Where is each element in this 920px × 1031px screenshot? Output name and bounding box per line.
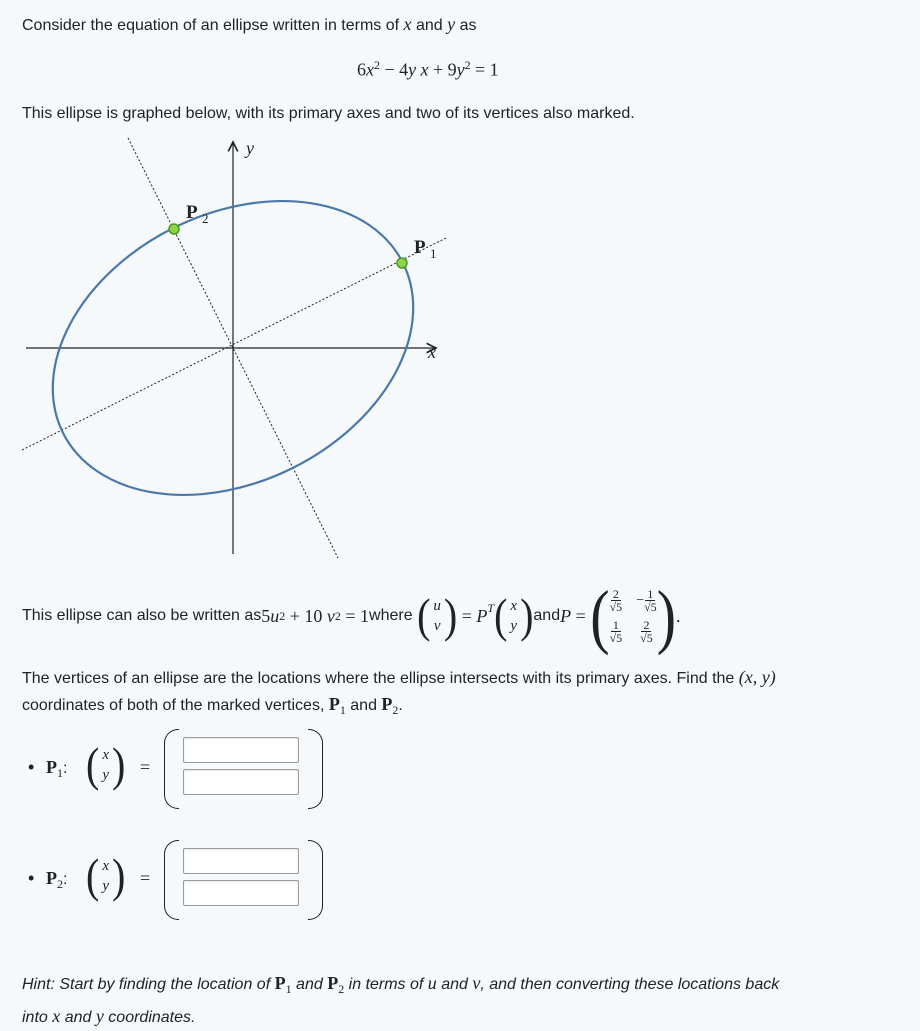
p1-right-bracket: [308, 729, 323, 809]
p1-label-sub: 1: [430, 246, 437, 261]
question-line-2: coordinates of both of the marked vertices, $P_1$ and $P_2$.: [22, 694, 403, 718]
y-axis-label: y: [246, 138, 254, 158]
p1-y-input[interactable]: [183, 769, 299, 795]
major-principal-axis: [22, 238, 446, 450]
p2-label-sub: 2: [202, 211, 209, 226]
alt-form-line: This ellipse can also be written as 5 u 2 + 10 v 2 = 1 where ( u v ) = P $^T$ ( x y ) and P = ( $\frac{2}{√5}$ − $\frac{1}{√5}$ $\frac{1}{√5}$ $\frac{2}{√5}$ ) .: [22, 574, 681, 656]
p2-x-input[interactable]: [183, 848, 299, 874]
question-line-1: The vertices of an ellipse are the locations where the ellipse intersects with its primary axes. Find the (x, y): [22, 667, 776, 687]
ellipse-graph: [0, 130, 460, 570]
vertex-p2-marker: [169, 224, 179, 234]
x-axis-label: x: [428, 342, 436, 362]
p2-y-input[interactable]: [183, 880, 299, 906]
p1-label: P: [414, 237, 426, 258]
p2-left-bracket: [164, 840, 179, 920]
ellipse-equation: $6x^2 - 4y$ $x + 9y^2 = 1$: [357, 58, 499, 80]
p-matrix: ( $\frac{2}{√5}$ − $\frac{1}{√5}$ $\frac{1}{√5}$ $\frac{2}{√5}$ ): [590, 574, 677, 656]
answer-p1: • $P_1$: ( x y ) =: [28, 727, 328, 811]
p2-right-bracket: [308, 840, 323, 920]
graph-caption: This ellipse is graphed below, with its primary axes and two of its vertices also marked.: [22, 105, 635, 122]
p1-xy-vector: ( x y ): [86, 737, 126, 792]
intro-text: Consider the equation of an ellipse written in terms of x and y as: [22, 14, 477, 34]
p2-xy-vector: ( x y ): [86, 848, 126, 903]
p1-left-bracket: [164, 729, 179, 809]
hint-text: Hint: Start by finding the location of $P_1$ and $P_2$ in terms of u and v, and then converting these locations back into x and y coordinates.: [22, 973, 780, 1027]
uv-vector: ( u v ): [417, 588, 458, 643]
xy-vector: ( x y ): [494, 588, 534, 643]
p1-x-input[interactable]: [183, 737, 299, 763]
vertex-p1-marker: [397, 258, 407, 268]
p2-label: P: [186, 202, 198, 223]
answer-p2: • $P_2$: ( x y ) =: [28, 838, 328, 922]
